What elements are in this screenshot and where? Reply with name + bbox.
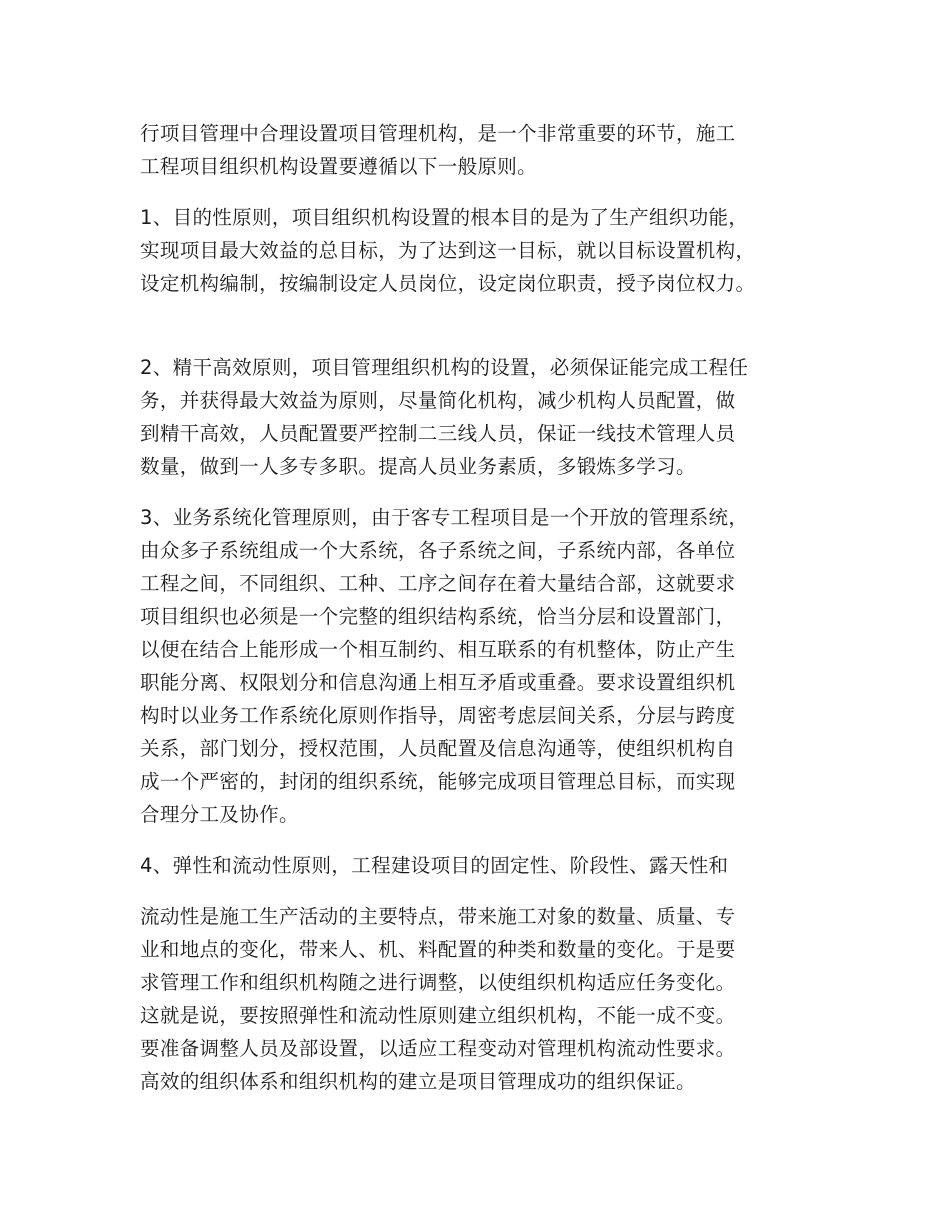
text-line: 1、目的性原则，项目组织机构设置的根本目的是为了生产组织功能， xyxy=(140,206,749,229)
text-line: 行项目管理中合理设置项目管理机构，是一个非常重要的环节，施工 xyxy=(140,122,736,145)
text-line: 以便在结合上能形成一个相互制约、相互联系的有机整体，防止产生 xyxy=(140,638,736,661)
text-line: 3、业务系统化管理原则，由于客专工程项目是一个开放的管理系统， xyxy=(140,506,749,529)
text-line: 工程项目组织机构设置要遵循以下一般原则。 xyxy=(140,155,538,178)
text-line: 流动性是施工生产活动的主要特点，带来施工对象的数量、质量、专 xyxy=(140,905,736,928)
text-line: 这就是说，要按照弹性和流动性原则建立组织机构，不能一成不变。 xyxy=(140,1004,736,1027)
text-line: 实现项目最大效益的总目标，为了达到这一目标，就以目标设置机构， xyxy=(140,239,756,262)
text-line: 成一个严密的，封闭的组织系统，能够完成项目管理总目标，而实现 xyxy=(140,770,736,793)
text-line: 工程之间，不同组织、工种、工序之间存在着大量结合部，这就要求 xyxy=(140,572,736,595)
text-line: 职能分离、权限划分和信息沟通上相互矛盾或重叠。要求设置组织机 xyxy=(140,671,736,694)
text-line: 务，并获得最大效益为原则，尽量简化机构，减少机构人员配置，做 xyxy=(140,389,736,412)
text-line: 由众多子系统组成一个大系统，各子系统之间，子系统内部，各单位 xyxy=(140,539,736,562)
text-line: 4、弹性和流动性原则，工程建设项目的固定性、阶段性、露天性和 xyxy=(140,854,729,877)
text-line: 高效的组织体系和组织机构的建立是项目管理成功的组织保证。 xyxy=(140,1070,696,1093)
text-line: 数量，做到一人多专多职。提高人员业务素质，多锻炼多学习。 xyxy=(140,455,696,478)
text-line: 构时以业务工作系统化原则作指导，周密考虑层间关系，分层与跨度 xyxy=(140,704,736,727)
text-line: 2、精干高效原则，项目管理组织机构的设置，必须保证能完成工程任 xyxy=(140,356,749,379)
text-line: 关系，部门划分，授权范围，人员配置及信息沟通等，使组织机构自 xyxy=(140,737,736,760)
text-line: 项目组织也必须是一个完整的组织结构系统，恰当分层和设置部门， xyxy=(140,605,736,628)
text-line: 业和地点的变化，带来人、机、料配置的种类和数量的变化。于是要 xyxy=(140,938,736,961)
text-line: 设定机构编制，按编制设定人员岗位，设定岗位职责，授予岗位权力。 xyxy=(140,272,756,295)
text-line: 要准备调整人员及部设置，以适应工程变动对管理机构流动性要求。 xyxy=(140,1037,736,1060)
text-line: 合理分工及协作。 xyxy=(140,803,299,826)
text-line: 到精干高效，人员配置要严控制二三线人员，保证一线技术管理人员 xyxy=(140,422,736,445)
text-line: 求管理工作和组织机构随之进行调整，以使组织机构适应任务变化。 xyxy=(140,971,736,994)
